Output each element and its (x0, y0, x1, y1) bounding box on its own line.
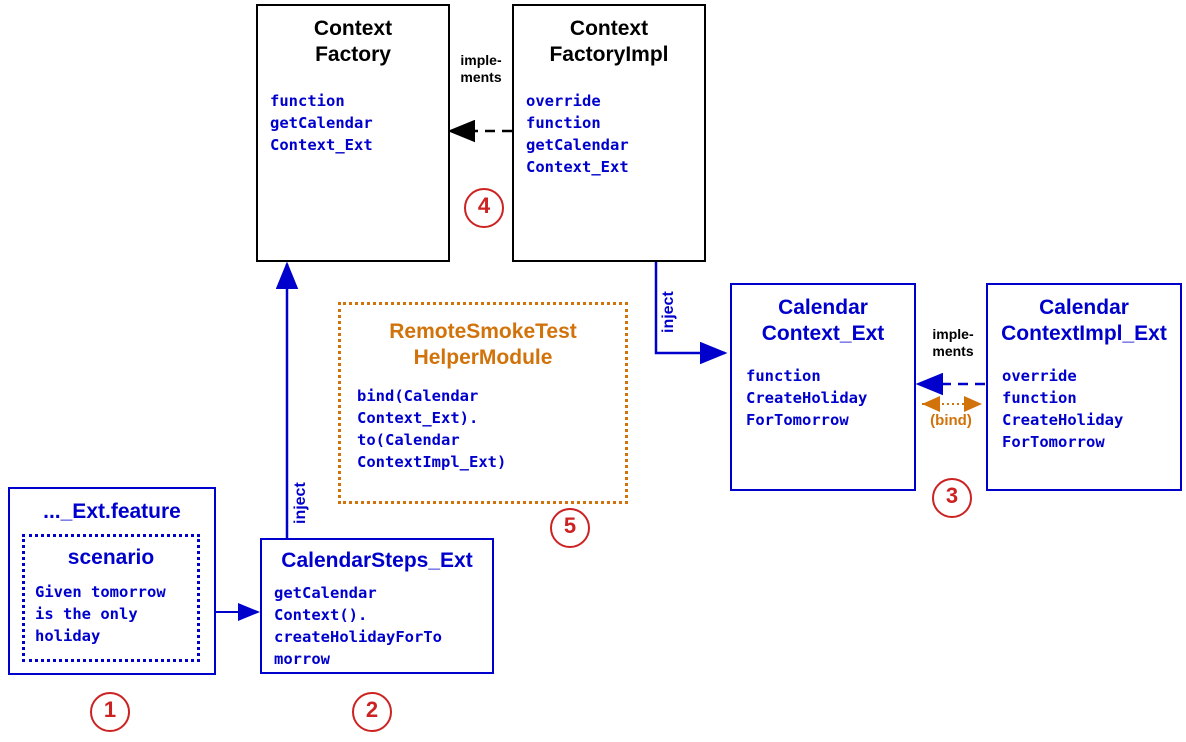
marker-1[interactable]: 1 (90, 692, 130, 732)
box-calendar-context-impl-ext[interactable] (986, 283, 1182, 491)
marker-4[interactable]: 4 (464, 188, 504, 228)
box-calendar-context-impl-ext-title: Calendar ContextImpl_Ext (1001, 296, 1167, 345)
marker-3[interactable]: 3 (932, 478, 972, 518)
box-calendar-context-ext-body: function CreateHoliday ForTomorrow (746, 367, 868, 429)
label-implements-top: imple- ments (460, 52, 502, 85)
box-helper-module-title: RemoteSmokeTest HelperModule (389, 320, 577, 369)
box-context-factory[interactable] (256, 4, 450, 262)
box-scenario-title: scenario (67, 546, 155, 569)
marker-2[interactable]: 2 (352, 692, 392, 732)
box-calendar-steps-ext[interactable] (260, 538, 494, 674)
box-calendar-context-impl-ext-body: override function CreateHoliday ForTomorrow (1002, 367, 1124, 451)
label-bind: (bind) (930, 412, 972, 429)
box-ext-feature-title: ..._Ext.feature (43, 500, 181, 523)
label-implements-right: imple- ments (932, 326, 974, 359)
box-calendar-steps-ext-body: getCalendar Context(). createHolidayForTo morrow (274, 584, 442, 668)
box-context-factory-impl-body: override function getCalendar Context_Ext (526, 92, 629, 176)
box-context-factory-impl-title: Context FactoryImpl (549, 17, 669, 66)
label-inject-steps: inject (292, 482, 309, 524)
box-context-factory-impl[interactable] (512, 4, 706, 262)
box-calendar-steps-ext-title: CalendarSteps_Ext (281, 549, 473, 572)
box-remote-smoke-test-helper-module[interactable] (338, 302, 628, 504)
box-calendar-context-ext[interactable] (730, 283, 916, 491)
marker-5[interactable]: 5 (550, 508, 590, 548)
box-scenario-body: Given tomorrow is the only holiday (35, 583, 166, 645)
box-context-factory-body: function getCalendar Context_Ext (270, 92, 373, 154)
box-scenario[interactable] (22, 534, 200, 662)
box-context-factory-title: Context Factory (313, 17, 393, 66)
box-helper-module-body: bind(Calendar Context_Ext). to(Calendar ContextImpl_Ext) (357, 387, 507, 471)
label-inject-factory: inject (660, 291, 677, 333)
box-calendar-context-ext-title: Calendar Context_Ext (761, 296, 885, 345)
